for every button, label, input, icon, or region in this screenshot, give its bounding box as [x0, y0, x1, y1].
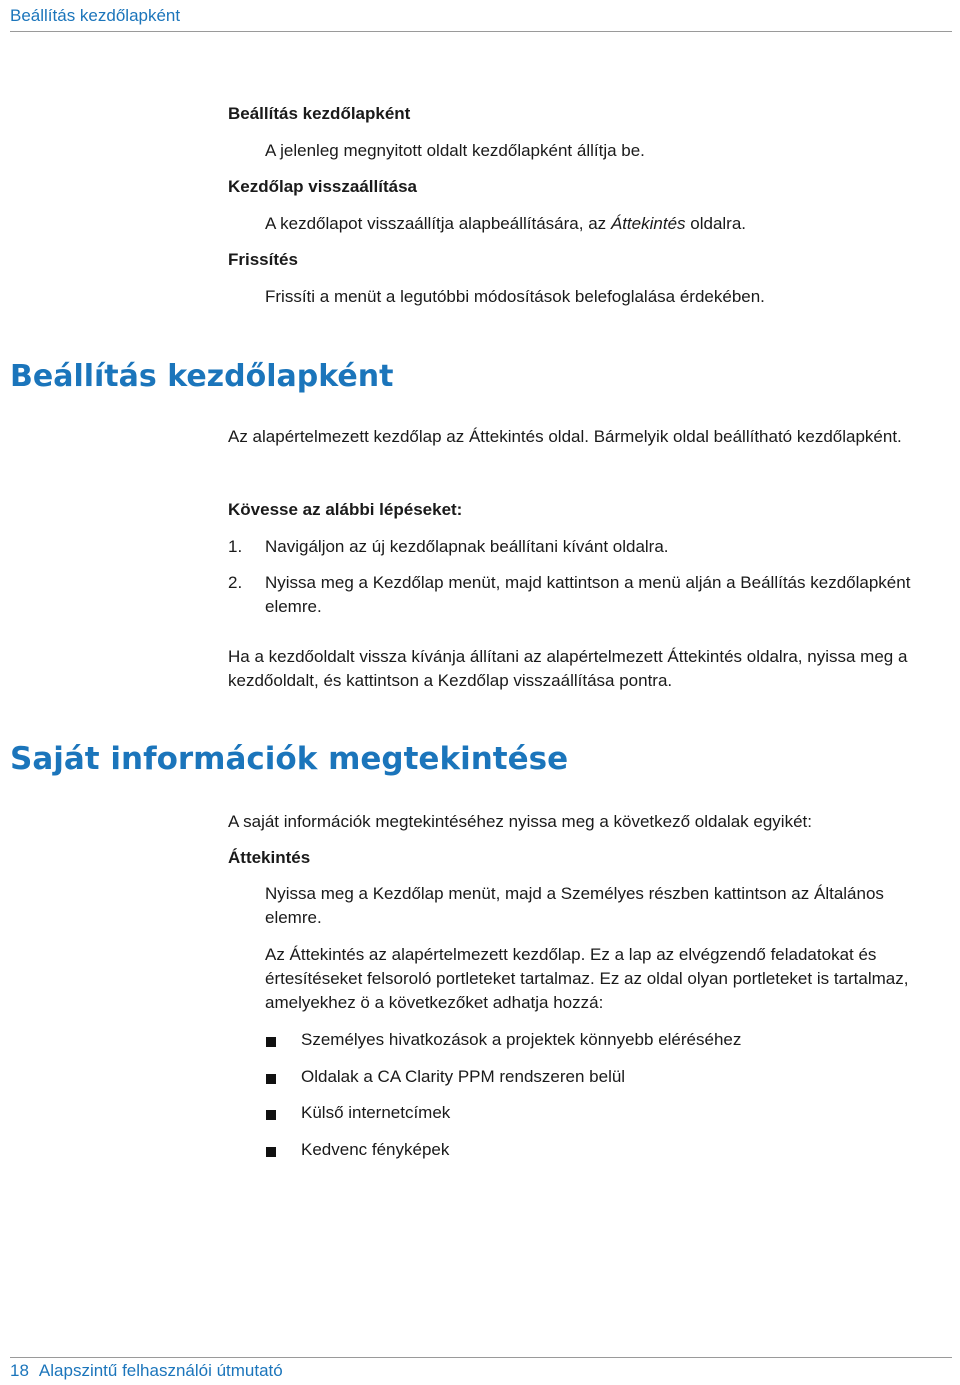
page-number: 18 [10, 1361, 29, 1380]
bullet-item: Kedvenc fényképek [301, 1140, 450, 1159]
desc-refresh: Frissíti a menüt a legutóbbi módosítások belefoglalása érdekében. [265, 287, 765, 306]
bullet-item: Személyes hivatkozások a projektek könnyebb eléréséhez [301, 1030, 742, 1049]
page-footer [10, 1361, 283, 1381]
desc-reset-home [265, 212, 940, 236]
desc-reset-italic: Áttekintés [610, 214, 686, 233]
term-reset-home: Kezdőlap visszaállítása [228, 177, 417, 196]
header-divider [10, 31, 952, 32]
bullet-square-icon [266, 1110, 276, 1120]
bullet-item: Oldalak a CA Clarity PPM rendszeren belül [301, 1067, 626, 1086]
term-refresh: Frissítés [228, 250, 298, 269]
overview-para-1: Nyissa meg a Kezdőlap menüt, majd a Személyes részben kattintson az Általános elemre. [265, 884, 884, 927]
step-text: Navigáljon az új kezdőlapnak beállítani kívánt oldalra. [265, 537, 669, 556]
desc-set-home: A jelenleg megnyitott oldalt kezdőlapként állítja be. [265, 141, 645, 160]
section-heading-my-info: Saját információk megtekintése [10, 741, 569, 777]
desc-reset-before: A kezdőlapot visszaállítja alapbeállítására, az [265, 214, 611, 233]
footer-divider [10, 1357, 952, 1358]
bullet-square-icon [266, 1147, 276, 1157]
bullet-item: Külső internetcímek [301, 1103, 451, 1122]
bullet-square-icon [266, 1074, 276, 1084]
term-set-home: Beállítás kezdőlapként [228, 104, 411, 123]
step-text: Nyissa meg a Kezdőlap menüt, majd kattintson a menü alján a Beállítás kezdőlapként elemre. [265, 573, 911, 616]
step-number: 1. [228, 537, 243, 556]
section-heading-set-home: Beállítás kezdőlapként [10, 359, 394, 394]
section2-intro: A saját információk megtekintéséhez nyissa meg a következő oldalak egyikét: [228, 812, 812, 831]
desc-reset-after: oldalra. [685, 214, 747, 233]
running-header: Beállítás kezdőlapként [10, 6, 181, 25]
footer-title: Alapszintű felhasználói útmutató [38, 1361, 283, 1380]
steps-heading: Kövesse az alábbi lépéseket: [228, 500, 463, 519]
bullet-square-icon [266, 1037, 276, 1047]
overview-para-2: Az Áttekintés az alapértelmezett kezdőlap. Ez a lap az elvégzendő feladatokat és értesítéseket felsoroló portleteket tartalmaz. Ez az oldal olyan portleteket is tartalmaz, amelyekhez ö a következőket adhatja hozzá: [265, 945, 909, 1012]
step-number: 2. [228, 573, 243, 592]
section1-note: Ha a kezdőoldalt vissza kívánja állítani az alapértelmezett Áttekintés oldalra, nyissa meg a kezdőoldalt, és kattintson a Kezdőlap visszaállítása pontra. [228, 647, 908, 690]
section1-intro: Az alapértelmezett kezdőlap az Áttekintés oldal. Bármelyik oldal beállítható kezdőlapként. [228, 427, 902, 446]
subheading-overview: Áttekintés [228, 848, 311, 867]
